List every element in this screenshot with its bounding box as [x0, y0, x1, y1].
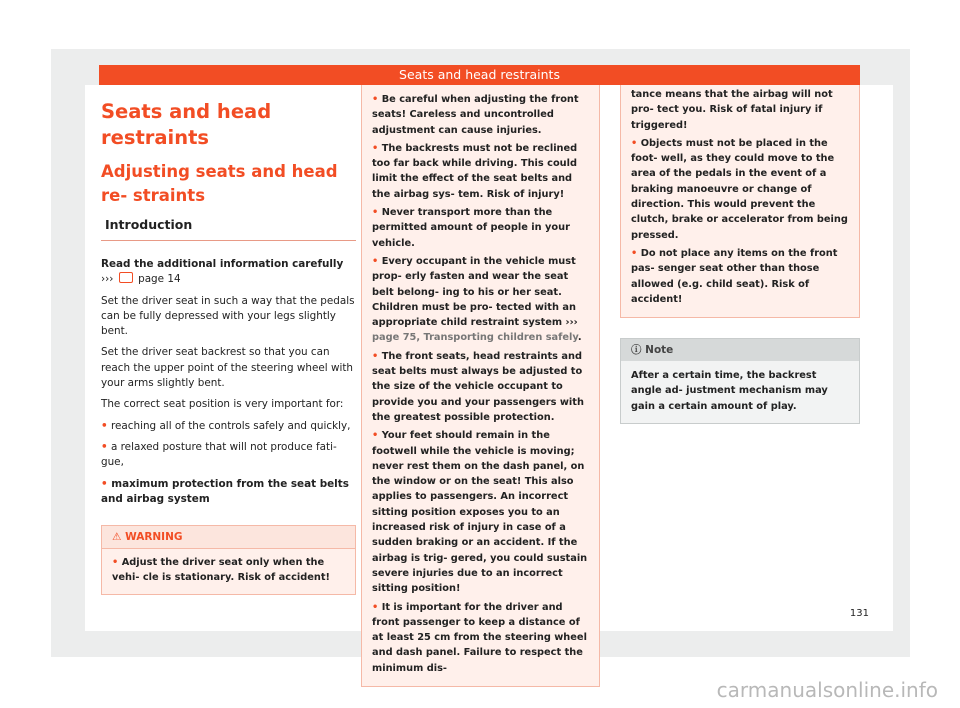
intro-ref [101, 272, 356, 287]
subsection-title: Introduction [101, 217, 356, 241]
list-item: • Never transport more than the permitted amount of people in your vehicle. [372, 207, 570, 249]
paragraph-3: The correct seat position is very important for: [101, 398, 344, 411]
warning-continued [361, 85, 600, 687]
warning-header: ⚠ WARNING [102, 526, 355, 549]
watermark: carmanualsonline.info [716, 678, 938, 702]
paragraph-2: Set the driver seat backrest so that you can reach the upper point of the steering wheel with your arms slightly bent. [101, 346, 353, 390]
list-item: • Be careful when adjusting the front seats! Careless and uncontrolled adjustment can cause injuries. [372, 94, 579, 136]
book-icon [119, 272, 133, 283]
ref-page-link[interactable]: page 14 [138, 273, 181, 286]
note-text: After a certain time, the backrest angle ad- justment mechanism may gain a certain amount of play. [631, 370, 828, 412]
note-header [621, 339, 859, 361]
list-item: • Every occupant in the vehicle must prop- erly fasten and wear the seat belt belong- ing to his or her seat. Children must be pro- tected with an appropriate child restraint system ››› page 75, Transporting children safely. [372, 255, 582, 344]
section-title: Adjusting seats and head re- straints [101, 162, 338, 205]
column-2 [361, 85, 600, 687]
info-icon: ⓘ [631, 344, 642, 357]
paragraph-1: Set the driver seat in such a way that the pedals can be fully depressed with your legs slightly bent. [101, 294, 355, 338]
column-1 [101, 85, 356, 595]
warning-continued-2 [620, 85, 860, 318]
warning-box [101, 525, 356, 594]
column-3 [620, 85, 860, 424]
list-item: • It is important for the driver and front passenger to keep a distance of at least 25 cm from the steering wheel and dash panel. Failure to respect the minimum dis- [372, 601, 587, 674]
running-header: Seats and head restraints [99, 65, 860, 85]
ref-arrows: ››› [101, 273, 114, 286]
list-item: • Do not place any items on the front pas- senger seat other than those allowed (e.g. child seat). Risk of accident! [631, 247, 838, 305]
list-item: • reaching all of the controls safely and quickly, [101, 419, 351, 432]
note-title: Note [645, 344, 674, 357]
chapter-title: Seats and head restraints [101, 100, 272, 149]
page-number: 131 [849, 608, 869, 619]
continued-text: tance means that the airbag will not pro- tect you. Risk of fatal injury if triggered! [631, 89, 833, 131]
page-content [85, 85, 893, 674]
list-item: • a relaxed posture that will not produce fati- gue, [101, 440, 337, 469]
list-item: • The front seats, head restraints and seat belts must always be adjusted to the size of the vehicle occupant to provide you and your passengers with the greatest possible protection. [372, 350, 584, 423]
note-box [620, 338, 860, 424]
list-item: • Your feet should remain in the footwell while the vehicle is moving; never rest them on the dash panel, on the window or on the seat! This also applies to passengers. An incorrect sitting position exposes you to an increased risk of injury in case of a sudden braking or an accident. If the airbag is trig- gered, you could sustain severe injuries due to an incorrect sitting position! [372, 430, 588, 595]
list-item: • The backrests must not be reclined too far back while driving. This could limit the effect of the seat belts and the airbag sys- tem. Risk of injury! [372, 142, 578, 200]
list-item: • maximum protection from the seat belts and airbag system [101, 477, 349, 505]
list-item: • Objects must not be placed in the foot- well, as they could move to the area of the pedals in the event of a braking manoeuvre or change of direction. This would prevent the clutch, brake or accelerator from being pressed. [631, 137, 848, 241]
intro-bold: Read the additional information carefully [101, 258, 344, 270]
warning-title: WARNING [125, 531, 183, 544]
ref-link[interactable]: page 75, Transporting children safely [372, 332, 578, 344]
warning-text: • Adjust the driver seat only when the vehi- cle is stationary. Risk of accident! [112, 557, 331, 584]
